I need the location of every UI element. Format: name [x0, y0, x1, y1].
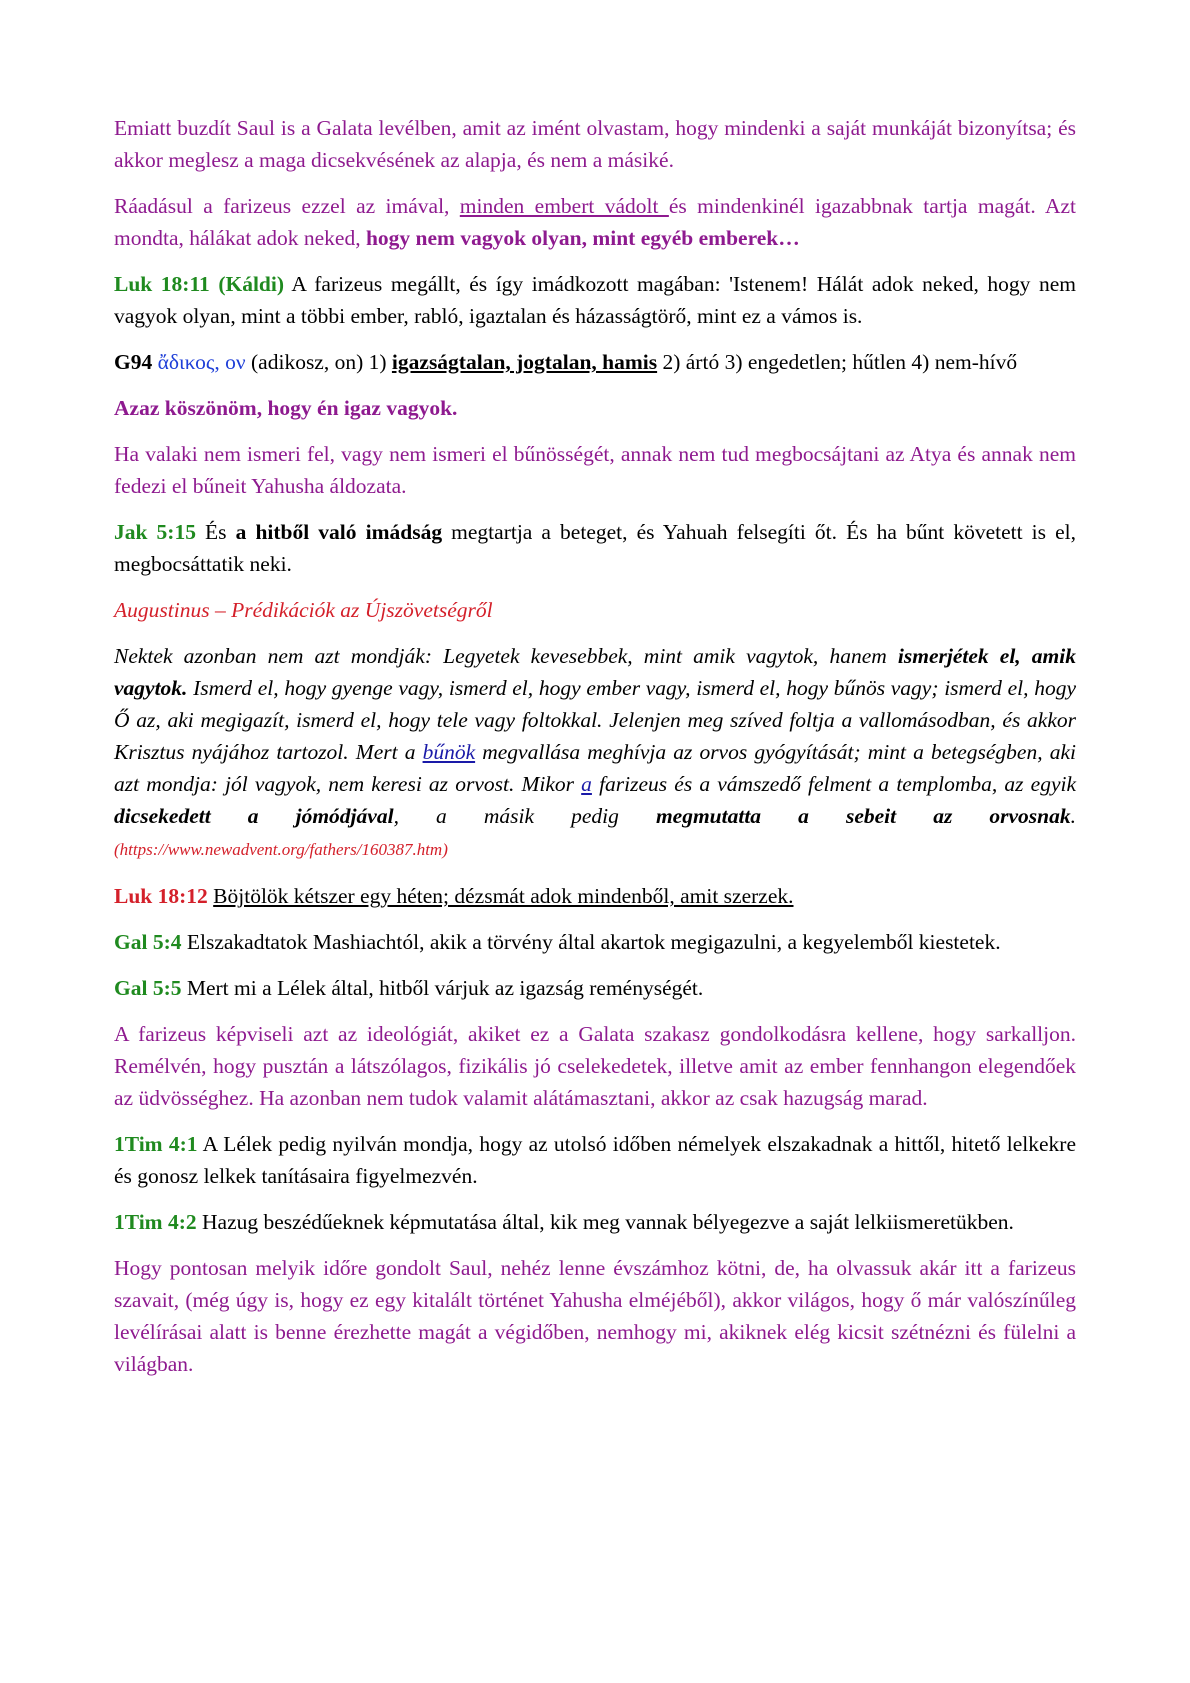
strong-number: G94	[114, 350, 153, 374]
paragraph-galata-intro: Emiatt buzdít Saul is a Galata levélben, amit az imént olvastam, hogy mindenki a saját munkáját bizonyítsa; és akkor meglesz a maga dicsekvésének az alapja, és nem a másiké.	[114, 116, 1076, 172]
text-segment: Ismerd el, hogy gyenge vagy, ismerd el, hogy ember vagy, ismerd el, hogy bűnös vagy; ismerd el, hogy Ő az, aki megigazít, ismerd el, hogy tele vagy foltokkal. Jelenjen meg szíved foltja a vallomásodban, és akkor Krisztus nyájához tartozol. Mert a	[114, 676, 1076, 764]
verse-text: Böjtölök kétszer egy héten; dézsmát adok mindenből, amit szerzek.	[213, 884, 794, 908]
verse-gal-5-4	[114, 926, 1076, 958]
bold-phrase: megmutatta a sebeit az orvosnak	[655, 804, 1071, 828]
text-segment: (adikosz, on) 1)	[245, 350, 392, 374]
bold-phrase: dicsekedett a jómódjával	[114, 804, 394, 828]
text-segment: .	[1070, 804, 1076, 828]
verse-jak-5-15	[114, 516, 1076, 580]
verse-luk-18-11	[114, 268, 1076, 332]
strong-entry-g94	[114, 346, 1076, 378]
verse-reference: 1Tim 4:2	[114, 1210, 197, 1234]
text-segment: megvallása meghívja az orvos gyógyítását; mint a betegségben, aki azt mondja: jól vagyok, nem keresi az orvost. Mikor	[114, 740, 1076, 796]
text-segment: és mindenkinél igazabbnak tartja magát. Azt mondta, hálákat adok neked,	[114, 194, 1077, 250]
text-segment: És	[195, 520, 236, 544]
text-segment: , a másik pedig	[393, 804, 656, 828]
text-segment: farizeus és a vámszedő felment a templomba, az egyik	[591, 772, 1077, 796]
text-segment: 2) ártó 3) engedetlen; hűtlen 4) nem-hívő	[657, 350, 1018, 374]
verse-text: A farizeus megállt, és így imádkozott magában: 'Istenem! Hálát adok neked, hogy nem vagyok olyan, mint a többi ember, rabló, igaztalan és házasságtörő, mint ez a vámos is.	[114, 272, 1076, 328]
verse-1tim-4-2	[114, 1206, 1076, 1238]
augustinus-quote	[114, 640, 1076, 866]
verse-gal-5-5	[114, 972, 1076, 1004]
link-a[interactable]: a	[581, 772, 592, 796]
verse-luk-18-12	[114, 880, 1076, 912]
verse-text: Mert mi a Lélek által, hitből várjuk az igazság reménységét.	[181, 976, 704, 1000]
paragraph-ideologia: A farizeus képviseli azt az ideológiát, akiket ez a Galata szakasz gondolkodásra kellene, hogy sarkalljon. Remélvén, hogy pusztán a látszólagos, fizikális jó cselekedetek, illetve amit az ember fennhangon elegendőek az üdvösséghez. Ha azonban nem tudok valamit alátámasztani, akkor az csak hazugság marad.	[114, 1022, 1076, 1110]
verse-reference: Gal 5:5	[114, 976, 182, 1000]
verse-text: A Lélek pedig nyilván mondja, hogy az utolsó időben némelyek elszakadnak a hittől, hitető lelkekre és gonosz lelkek tanításaira figyelmezvén.	[114, 1132, 1076, 1188]
verse-text: Elszakadtatok Mashiachtól, akik a törvény által akartok megigazulni, a kegyelemből kiestetek.	[181, 930, 1001, 954]
text-segment: megtartja a beteget, és Yahuah felsegíti őt. És ha bűnt követett is el, megbocsáttatik neki.	[114, 520, 1077, 576]
bold-phrase: ismerjétek el, amik vagytok.	[114, 644, 1076, 700]
greek-word: ἄδικος, ον	[152, 350, 246, 374]
verse-reference: Jak 5:15	[114, 520, 196, 544]
bold-phrase: hogy nem vagyok olyan, mint egyéb emberek…	[365, 226, 800, 250]
verse-1tim-4-1	[114, 1128, 1076, 1192]
verse-reference: Luk 18:12	[114, 884, 208, 908]
text-segment: Ráadásul a farizeus ezzel az imával,	[114, 194, 460, 218]
paragraph-vegido: Hogy pontosan melyik időre gondolt Saul, nehéz lenne évszámhoz kötni, de, ha olvassuk akár itt a farizeus szavait, (még úgy is, hogy ez egy kitalált történet Yahusha elméjéből), akkor világos, hogy ő már valószínűleg levélírásai alatt is benne érezhette magát a végidőben, nemhogy mi, akiknek elég kicsit szétnézni és fülelni a világban.	[114, 1256, 1076, 1376]
paragraph-koszonom: Azaz köszönöm, hogy én igaz vagyok.	[114, 396, 458, 420]
link-bunok[interactable]: bűnök	[422, 740, 476, 764]
text-segment: Nektek azonban nem azt mondják: Legyetek kevesebbek, mint amik vagytok, hanem	[114, 644, 898, 668]
verse-text: Hazug beszédűeknek képmutatása által, kik meg vannak bélyegezve a saját lelkiismeretükben.	[196, 1210, 1014, 1234]
quote-source-heading: Augustinus – Prédikációk az Újszövetségről	[114, 598, 493, 622]
verse-reference: Luk 18:11 (Káldi)	[114, 272, 285, 296]
definition-highlight: igazságtalan, jogtalan, hamis	[391, 350, 658, 374]
bold-phrase: a hitből való imádság	[235, 520, 443, 544]
paragraph-farizeus-ima	[114, 190, 1076, 254]
source-url: (https://www.newadvent.org/fathers/160387.htm)	[114, 840, 448, 859]
underlined-phrase: minden embert vádolt	[459, 194, 669, 218]
page-content	[114, 112, 1076, 1394]
verse-reference: 1Tim 4:1	[114, 1132, 198, 1156]
verse-reference: Gal 5:4	[114, 930, 182, 954]
paragraph-bunosseg: Ha valaki nem ismeri fel, vagy nem ismeri el bűnösségét, annak nem tud megbocsájtani az Atya és annak nem fedezi el bűneit Yahusha áldozata.	[114, 442, 1076, 498]
